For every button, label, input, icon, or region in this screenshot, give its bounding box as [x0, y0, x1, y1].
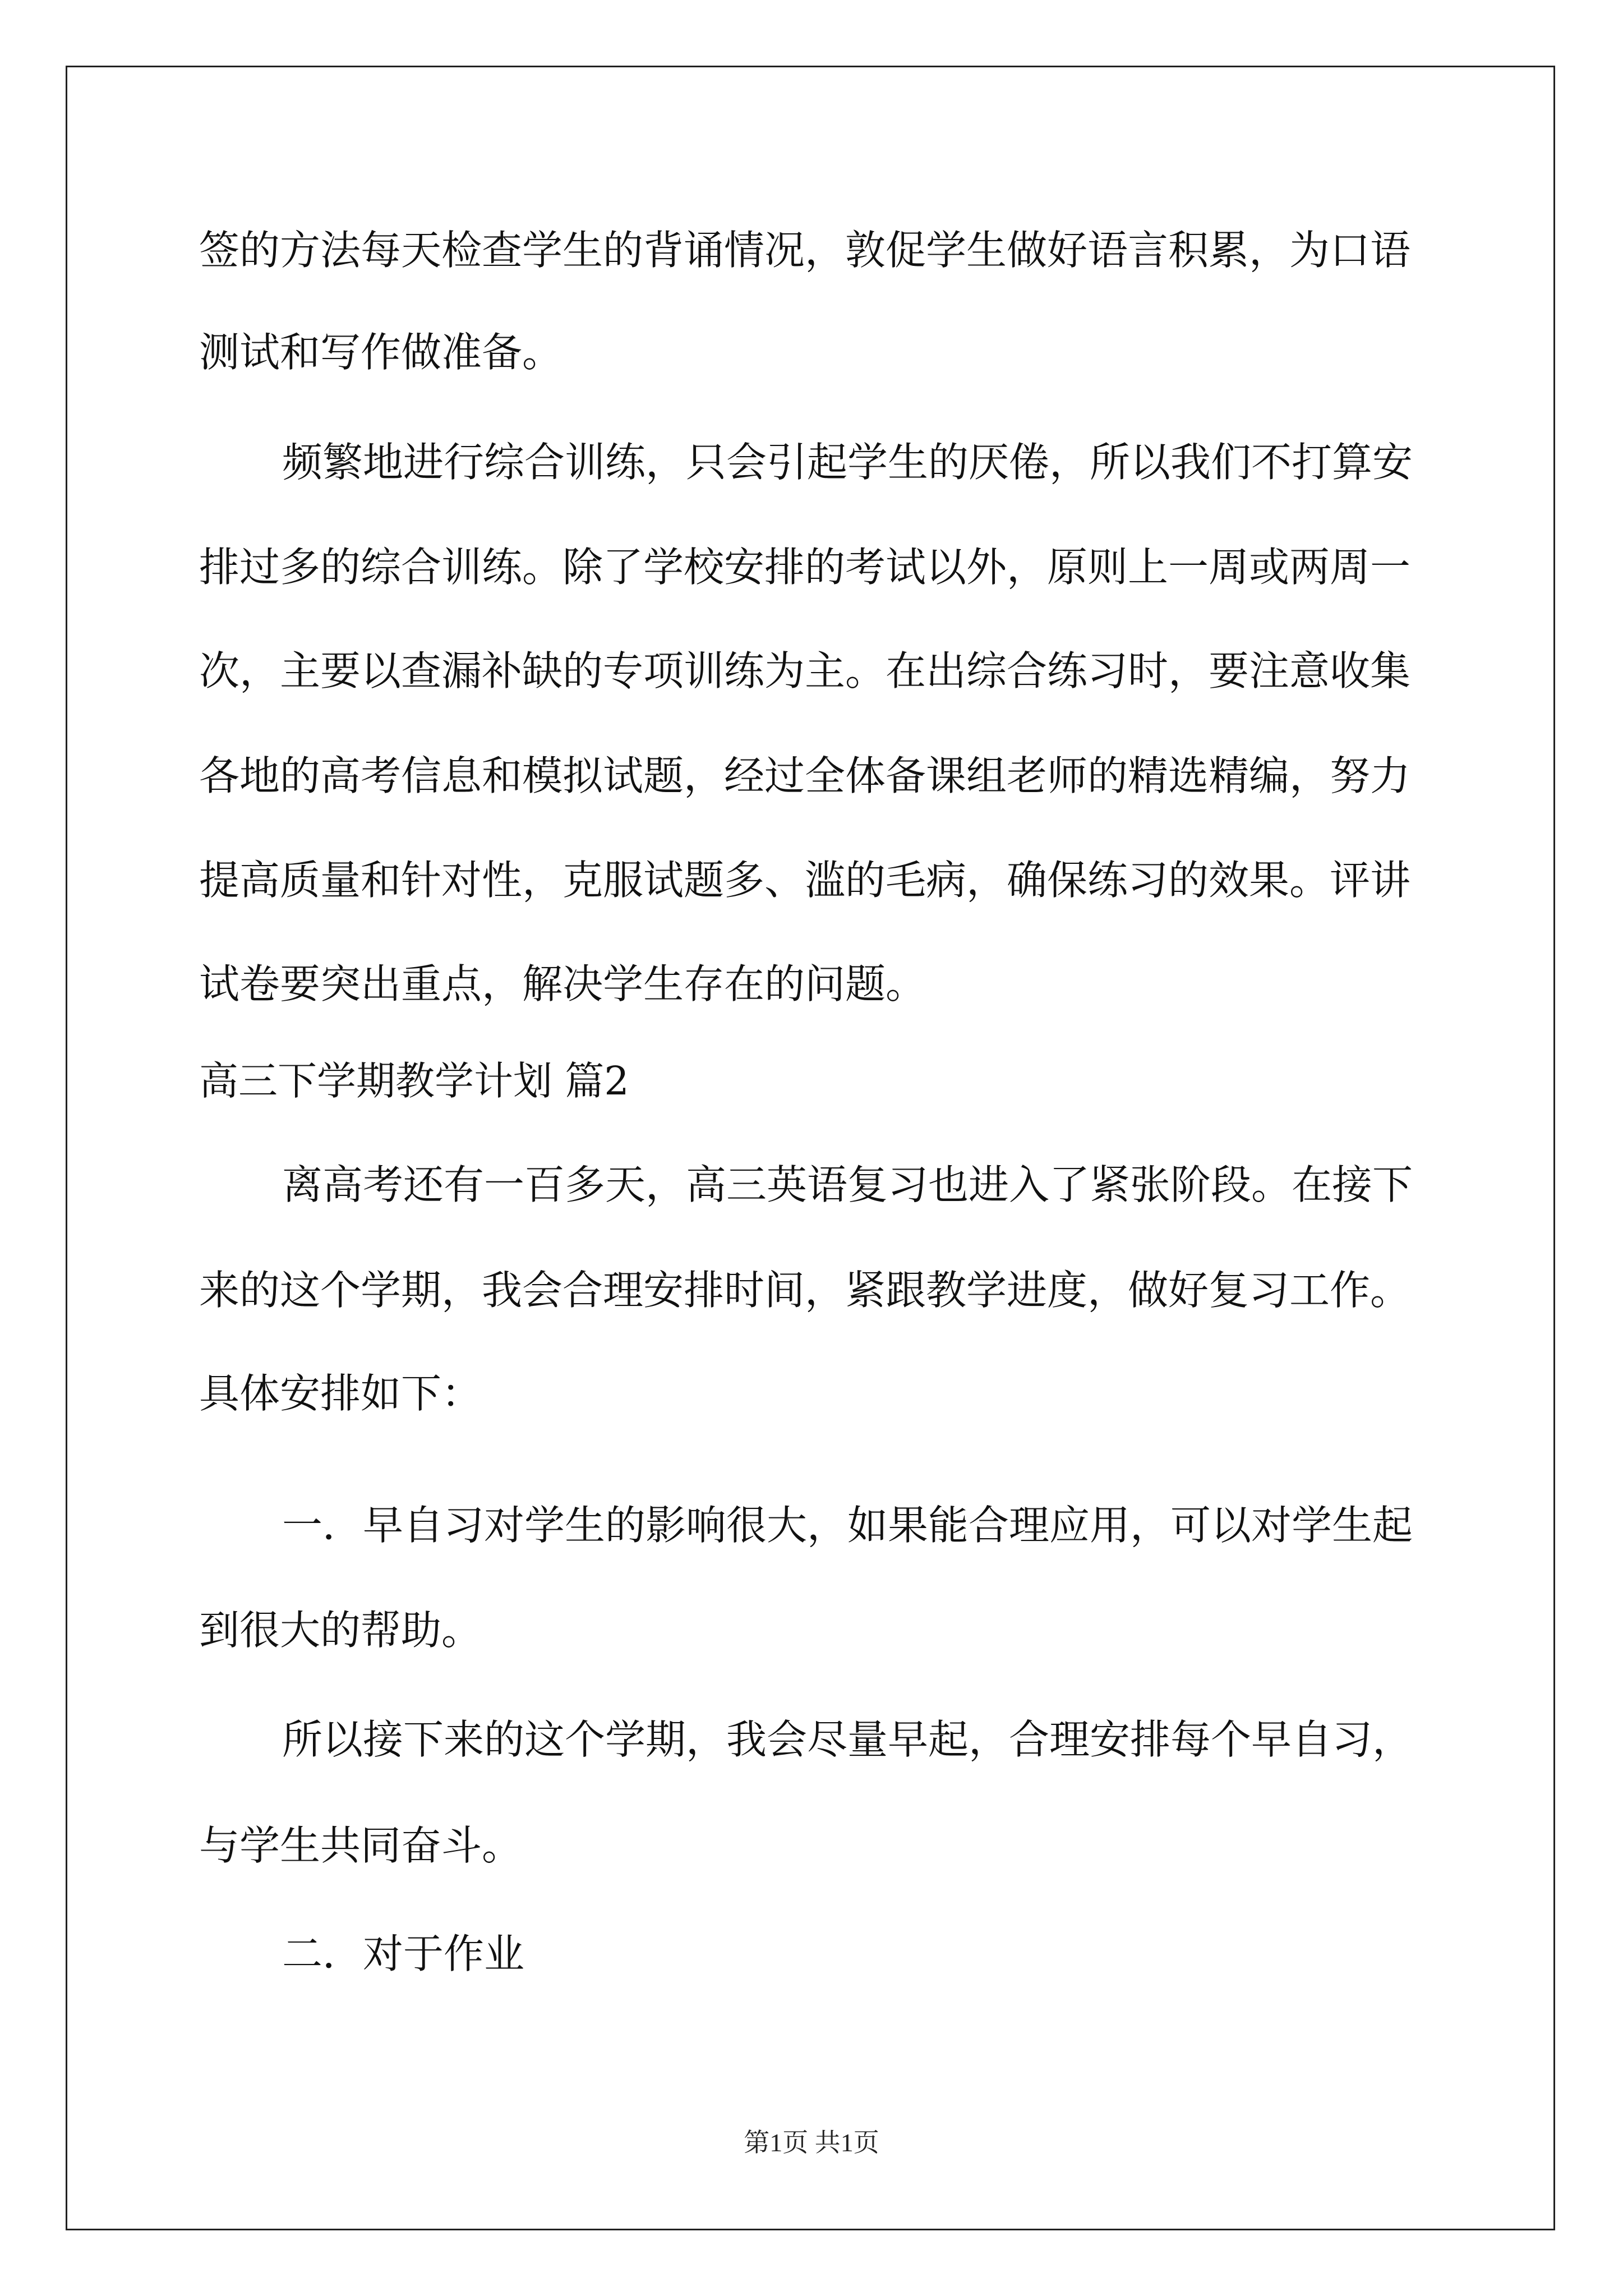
text-line-13: 一．早自习对学生的影响很大，如果能合理应用，可以对学生起: [282, 1502, 1413, 1549]
text-line-15: 所以接下来的这个学期，我会尽量早起，合理安排每个早自习，: [282, 1716, 1413, 1763]
text-line-8: 试卷要突出重点，解决学生存在的问题。: [199, 960, 926, 1007]
section-heading: 高三下学期教学计划 篇2: [199, 1058, 629, 1104]
text-line-17: 二．对于作业: [282, 1930, 525, 1977]
text-line-2: 测试和写作做准备。: [199, 329, 563, 376]
text-line-5: 次，主要以查漏补缺的专项训练为主。在出综合练习时，要注意收集: [199, 647, 1411, 694]
text-line-11: 来的这个学期，我会合理安排时间，紧跟教学进度，做好复习工作。: [199, 1267, 1411, 1314]
text-line-14: 到很大的帮助。: [199, 1607, 482, 1654]
text-line-7: 提高质量和针对性，克服试题多、滥的毛病，确保练习的效果。评讲: [199, 857, 1411, 904]
text-line-4: 排过多的综合训练。除了学校安排的考试以外，原则上一周或两周一: [199, 544, 1411, 591]
text-line-12: 具体安排如下：: [199, 1370, 482, 1417]
page-footer: 第1页 共1页: [744, 2128, 879, 2157]
text-line-10: 离高考还有一百多天，高三英语复习也进入了紧张阶段。在接下: [282, 1161, 1413, 1208]
text-line-1: 签的方法每天检查学生的背诵情况，敦促学生做好语言积累，为口语: [199, 227, 1411, 274]
page-border: [66, 66, 1555, 2230]
text-line-3: 频繁地进行综合训练，只会引起学生的厌倦，所以我们不打算安: [282, 439, 1413, 486]
text-line-16: 与学生共同奋斗。: [199, 1822, 523, 1869]
text-line-6: 各地的高考信息和模拟试题，经过全体备课组老师的精选精编，努力: [199, 752, 1411, 799]
